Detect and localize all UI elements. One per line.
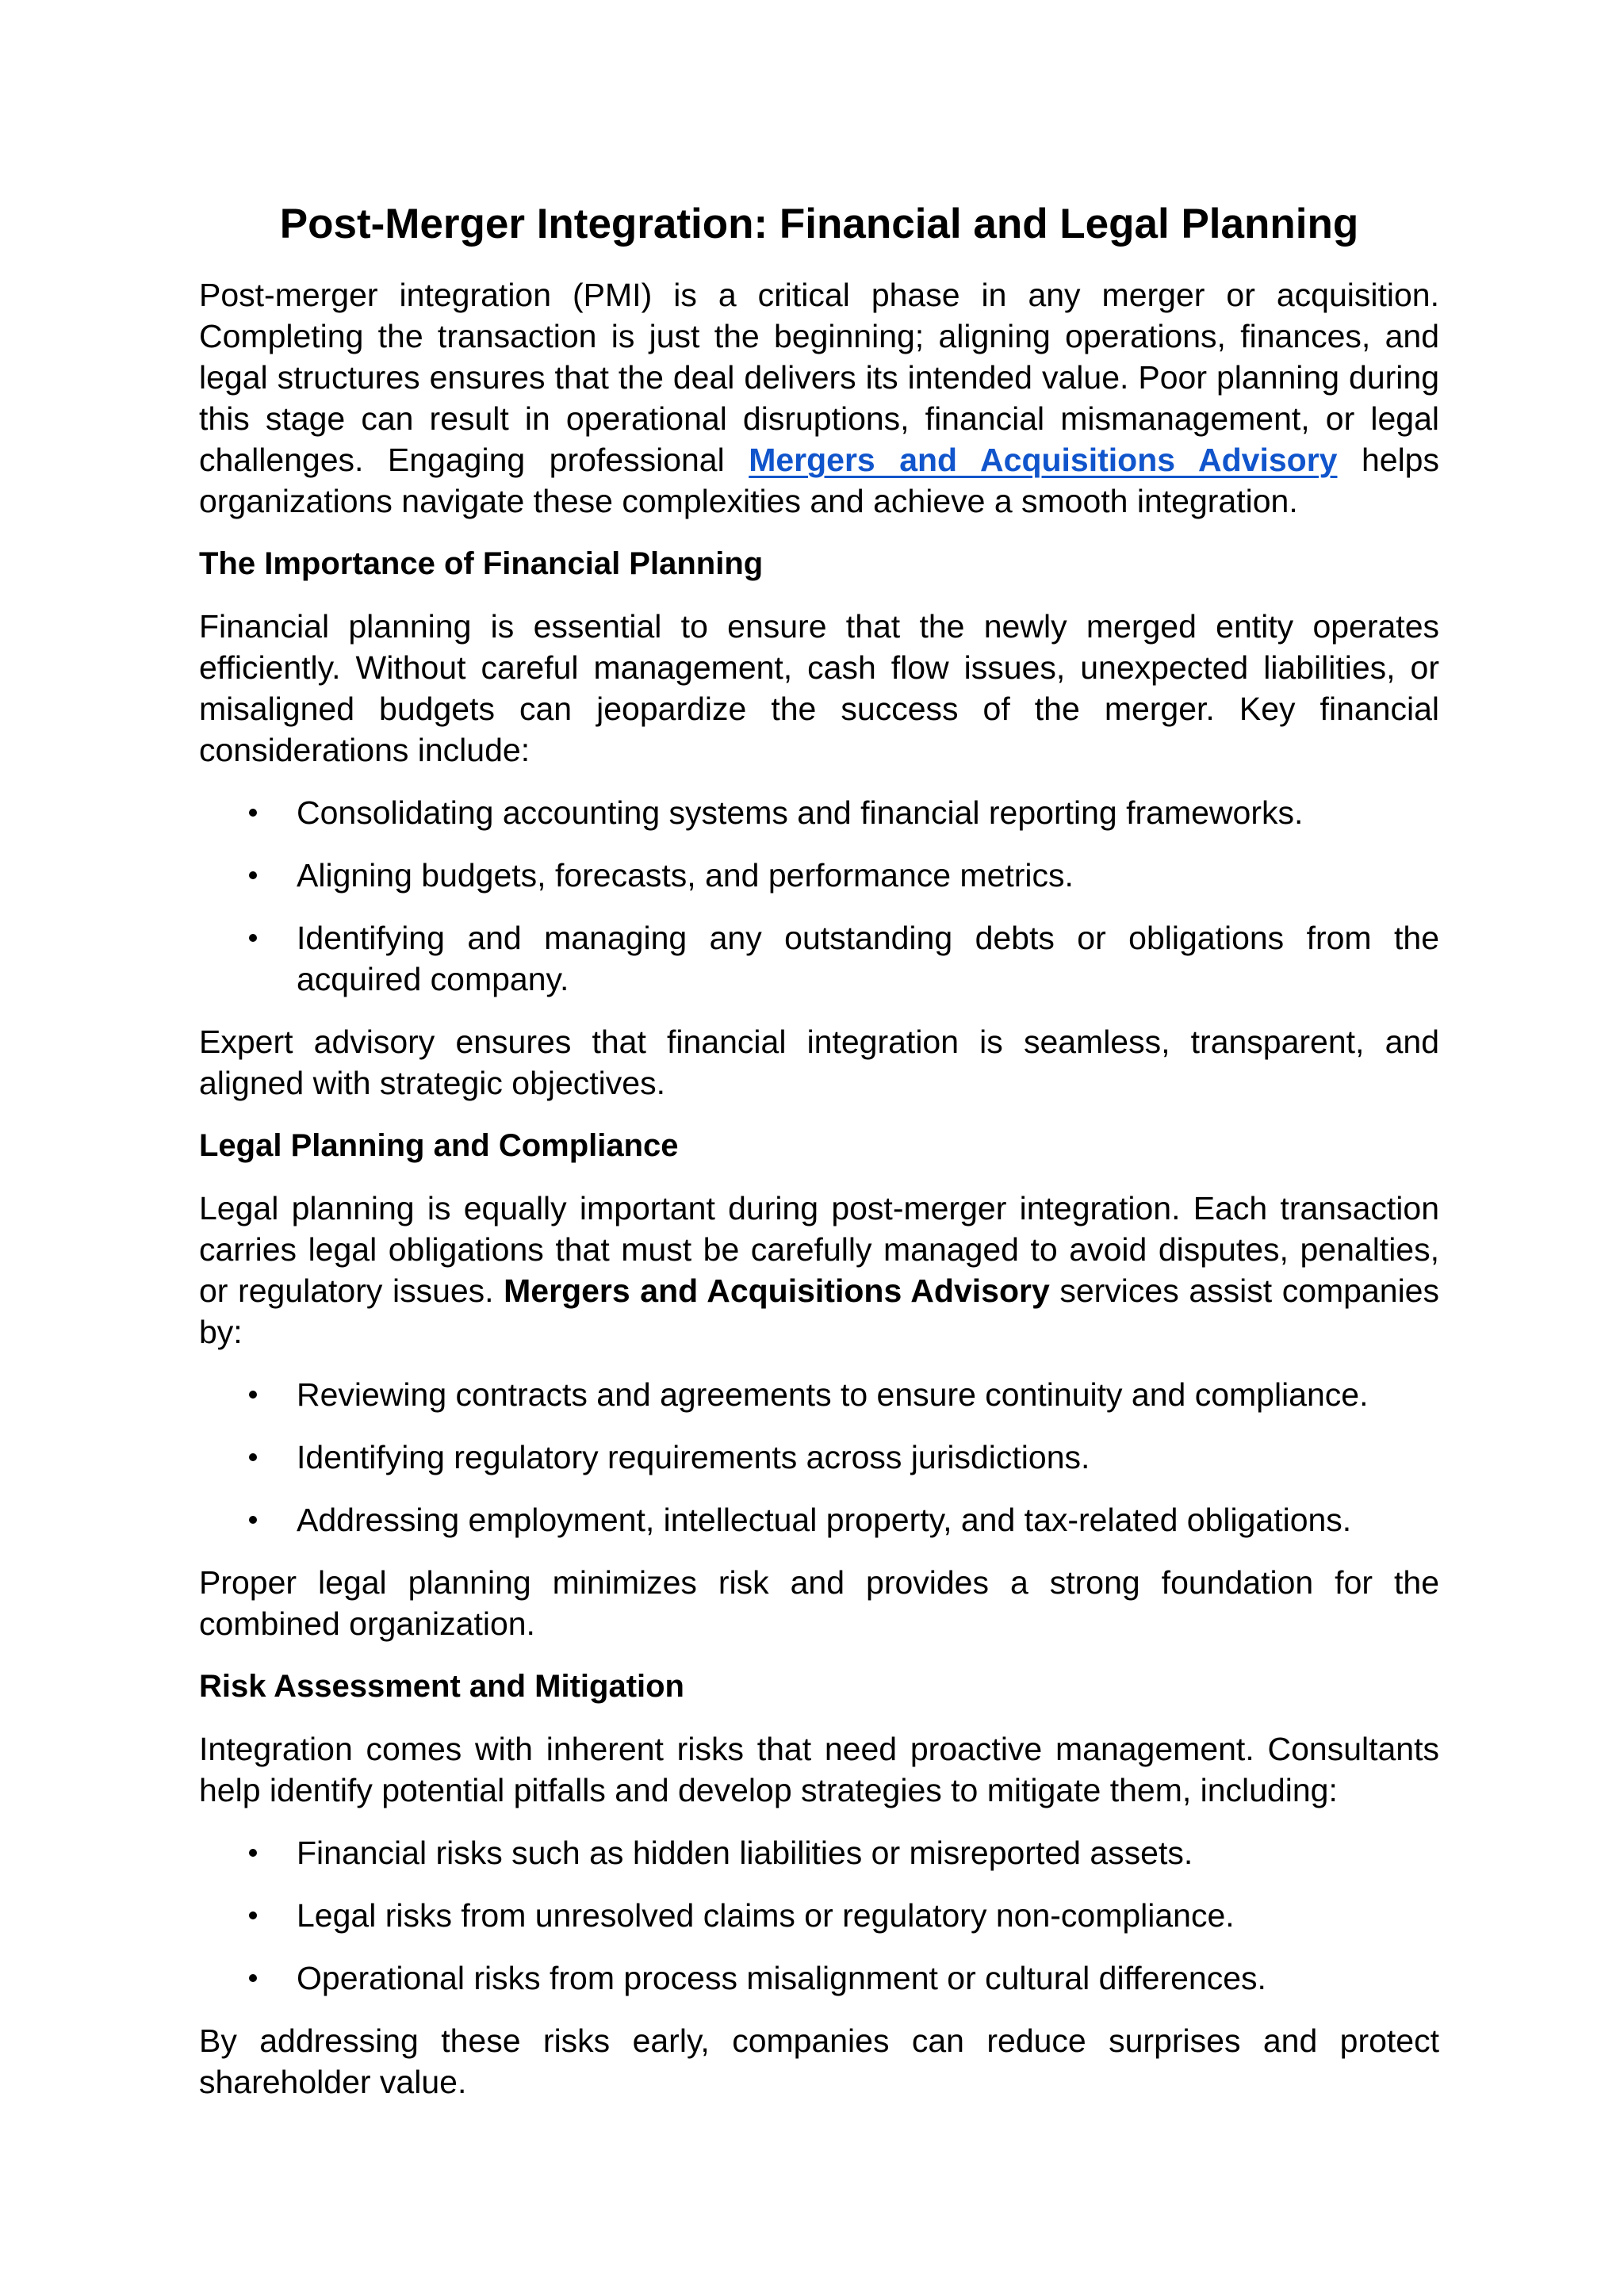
legal-intro-text: Legal planning is equally important during post-merger integration. Each transaction carries legal obligations that must be carefully managed to avoid disputes, penalties, or regulatory issues. [199,1190,1439,1309]
financial-intro: Financial planning is essential to ensure that the newly merged entity operates efficiently. Without careful management, cash flow issues, unexpected liabilities, or misaligned budgets can jeopardize the success of the merger. Key financial considerations include: [199,608,1439,768]
list-item-text: Legal risks from unresolved claims or regulatory non-compliance. [297,1897,1235,1934]
intro-paragraph [199,274,1439,522]
list-item [199,1957,1439,1999]
legal-list [199,1374,1439,1540]
list-item [199,1374,1439,1415]
bullet-icon [249,809,257,817]
list-item-text: Addressing employment, intellectual property, and tax-related obligations. [297,1502,1352,1538]
list-item-text: Aligning budgets, forecasts, and performance metrics. [297,857,1074,894]
financial-list [199,792,1439,1000]
bullet-icon [249,1391,257,1399]
list-item-text: Identifying regulatory requirements across jurisdictions. [297,1439,1090,1475]
list-item-text: Reviewing contracts and agreements to ensure continuity and compliance. [297,1376,1369,1413]
bullet-icon [249,934,257,942]
list-item [199,917,1439,1000]
list-item [199,1832,1439,1873]
list-item [199,1499,1439,1540]
bullet-icon [249,1516,257,1524]
bullet-icon [249,1974,257,1982]
legal-intro-text-end: services assist companies by: [199,1272,1439,1350]
page-title: Post-Merger Integration: Financial and Legal Planning [279,201,1359,247]
intro-text: Post-merger integration (PMI) is a critical phase in any merger or acquisition. Completing the transaction is just the beginning; aligning operations, finances, and legal structures ensures that the deal delivers its intended value. Poor planning during this stage can result in operational disruptions, financial mismanagement, or legal challenges. Engaging professional [199,277,1439,478]
list-item [199,792,1439,833]
list-item [199,855,1439,896]
list-item-text: Identifying and managing any outstanding debts or obligations from the acquired company. [297,920,1439,997]
list-item [199,1437,1439,1478]
risk-heading: Risk Assessment and Mitigation [199,1669,684,1704]
legal-intro-bold: Mergers and Acquisitions Advisory [504,1272,1050,1309]
bullet-icon [249,1453,257,1461]
document-page [199,201,1439,2124]
list-item [199,1895,1439,1936]
financial-outro: Expert advisory ensures that financial integration is seamless, transparent, and aligned with strategic objectives. [199,1024,1439,1101]
legal-intro [199,1188,1439,1353]
legal-heading: Legal Planning and Compliance [199,1128,679,1163]
risk-list [199,1832,1439,1999]
bullet-icon [249,1911,257,1919]
ma-advisory-link[interactable]: Mergers and Acquisitions Advisory [749,442,1338,478]
list-item-text: Consolidating accounting systems and financial reporting frameworks. [297,794,1304,831]
bullet-icon [249,871,257,879]
financial-heading: The Importance of Financial Planning [199,546,764,581]
risk-intro: Integration comes with inherent risks that need proactive management. Consultants help identify potential pitfalls and develop strategies to mitigate them, including: [199,1731,1439,1808]
legal-outro: Proper legal planning minimizes risk and provides a strong foundation for the combined organization. [199,1564,1439,1642]
bullet-icon [249,1849,257,1857]
risk-outro: By addressing these risks early, companies can reduce surprises and protect shareholder value. [199,2022,1439,2100]
list-item-text: Financial risks such as hidden liabilities or misreported assets. [297,1835,1193,1871]
intro-text-end: helps organizations navigate these complexities and achieve a smooth integration. [199,442,1439,519]
list-item-text: Operational risks from process misalignment or cultural differences. [297,1960,1266,1996]
